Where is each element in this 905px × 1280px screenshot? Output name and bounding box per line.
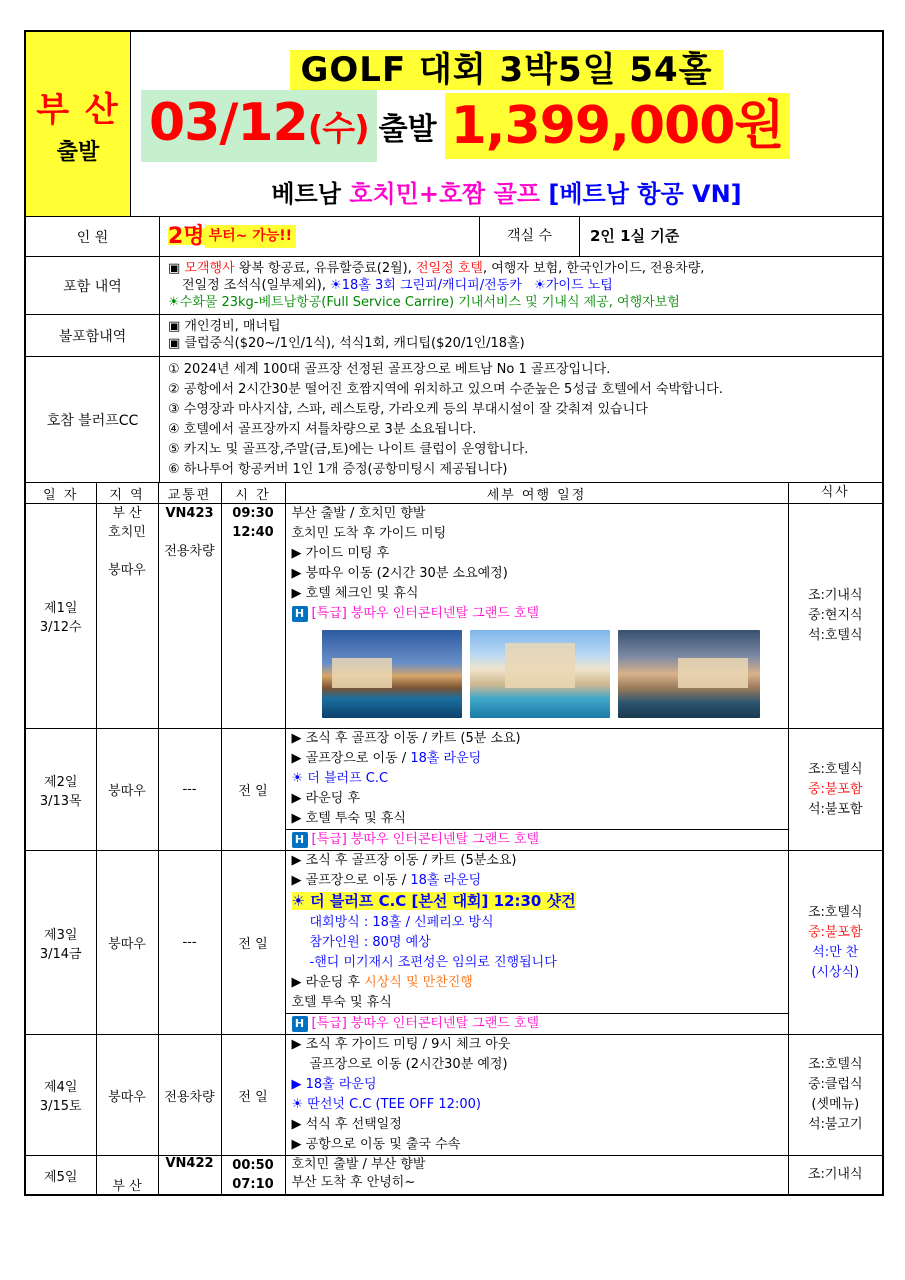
departure-city-box [26,32,131,216]
inc-no-tip: ☀가이드 노팁 [534,278,613,293]
time: 09:30 [232,506,274,521]
date-main: 03/12 [149,93,308,153]
day-date: 3/15토 [39,1099,82,1114]
club-notes-row [26,357,882,483]
tournament-line [292,891,782,913]
rooms-label: 객실 수 [480,217,580,256]
detail-line: ▶ 조식 후 골프장 이동 / 카트 (5분소요) [291,853,517,868]
day5-detail [285,1156,788,1195]
header-main [131,32,882,216]
col-time: 시 간 [221,483,285,504]
meal: (시상식) [811,964,860,980]
hotel-name: [특급] 붕따우 인터콘티넨탈 그랜드 호텔 [311,1016,540,1031]
day3-detail [285,851,788,1035]
meal: 중:현지식 [807,608,863,623]
schedule-header [26,483,882,504]
depart-word: 출발 [378,112,437,147]
meal: 중:클럽식 [807,1077,863,1092]
col-transport: 교통편 [158,483,221,504]
time: 07:10 [232,1177,274,1192]
day-date: 3/13목 [39,793,82,809]
detail-text: ▶ 골프장으로 이동 / [291,751,411,766]
route-prefix: 베트남 [271,180,350,208]
hotel-icon: H [292,1016,308,1032]
day1-detail [285,504,788,729]
club-note: ① 2024년 세계 100대 골프장 선정된 골프장으로 베트남 No 1 골프장입니다. [168,362,611,377]
award-text: 시상식 및 만찬진행 [364,975,473,990]
meal: (셋메뉴) [811,1097,860,1112]
day2-time: 전 일 [221,729,285,851]
tournament-format: 대회방식 : 18홀 / 신페리오 방식 [309,915,494,930]
detail-line: ▶ 호텔 투숙 및 휴식 [291,811,406,826]
day1-region [96,504,158,729]
inc-hotel: 전일정 호텔 [416,261,483,276]
inc-meals: 전일정 조석식(일부제외), [182,278,331,293]
day2-region: 붕따우 [96,729,158,851]
day4-region: 붕따우 [96,1035,158,1156]
hotel-line [286,1013,788,1034]
airline: [베트남 항공 VN] [548,180,742,208]
day3-time: 전 일 [221,851,285,1035]
detail-text: ▶ 골프장으로 이동 / [291,873,411,888]
day4-detail [285,1035,788,1156]
inc-etc: , 여행자 보험, 한국인가이드, 전용차량, [482,261,705,276]
col-day: 일 자 [26,483,96,504]
persons-count: 2명 [168,224,205,249]
detail-line: 호텔 투숙 및 휴식 [291,995,392,1010]
day2-cell [26,729,96,851]
col-detail: 세부 여행 일정 [285,483,788,504]
club-label: 호참 블러프CC [26,357,160,482]
club-note: ② 공항에서 2시간30분 떨어진 호짬지역에 위치하고 있으며 수준높은 5성급 호텔에서 숙박합니다. [168,382,723,397]
persons-label: 인 원 [26,217,160,256]
table-row [26,1035,882,1156]
day5-cell: 제5일 [26,1156,96,1195]
time: 12:40 [232,525,274,540]
transport: 전용차량 [164,544,215,559]
col-meal: 식사 [788,483,882,504]
day2-transport: --- [158,729,221,851]
region: 호치민 [108,525,146,540]
day4-transport: 전용차량 [158,1035,221,1156]
includes-text [160,257,882,314]
exclude-item: ▣ 클럽중식($20~/1인/1식), 석식1회, 캐디팁($20/1인/18홀) [168,336,525,351]
table-row [26,851,882,1035]
table-row [26,1156,882,1195]
tournament-note: -핸디 미기재시 조편성은 임의로 진행됩니다 [309,955,557,970]
detail-line: 골프장으로 이동 (2시간30분 예정) [309,1057,508,1072]
meal: 석:호텔식 [807,628,863,643]
club-note: ③ 수영장과 마사지샵, 스파, 레스토랑, 가라오케 등의 부대시설이 잘 갖춰져 있습니다 [168,402,648,417]
detail-line: 호치민 출발 / 부산 향발 [291,1157,426,1172]
day3-meals [788,851,882,1035]
day5-region: 부 산 [96,1156,158,1195]
round-text: 18홀 라운딩 [410,751,482,766]
tournament-course: ☀ 더 블러프 C.C [본선 대회] 12:30 샷건 [291,892,576,910]
detail-line: 호치민 도착 후 가이드 미팅 [291,526,447,541]
hotel-photo-exterior [618,630,760,718]
rooms-value: 2인 1실 기준 [590,227,680,245]
meal: 중:불포함 [807,924,863,940]
meal: 석:만 찬 [812,944,859,960]
day1-time [221,504,285,729]
detail-line: ▶ 호텔 체크인 및 휴식 [291,586,419,601]
hotel-icon: H [292,832,308,848]
course-name: ☀ 딴선넛 C.C (TEE OFF 12:00) [291,1097,481,1112]
meal: 중:불포함 [807,781,863,797]
table-row [26,504,882,729]
detail-line: ▶ 석식 후 선택일정 [291,1117,402,1132]
meal: 조:호텔식 [807,761,863,777]
detail-line: 부산 출발 / 호치민 향발 [291,506,426,521]
detail-line: ▶ 라운딩 후 [291,791,360,806]
detail-line [292,749,782,769]
course-name: ☀ 더 블러프 C.C [291,771,389,786]
day5-meals: 조:기내식 [788,1156,882,1195]
day4-cell [26,1035,96,1156]
club-note: ⑥ 하나투어 항공커버 1인 1개 증정(공항미팅시 제공됩니다) [168,462,508,477]
persons-note: 부터~ 가능!! [205,225,296,248]
hotel-photo-building [470,630,610,718]
day-label: 제2일 [44,774,78,790]
inc-mark: ▣ [168,261,185,276]
excludes-row [26,315,882,357]
transport [159,523,221,542]
day-label: 제4일 [44,1080,78,1095]
hotel-name: [특급] 붕따우 인터콘티넨탈 그랜드 호텔 [311,832,540,847]
detail-line: ▶ 조식 후 골프장 이동 / 카트 (5분 소요) [291,731,521,746]
hotel-photos [322,630,782,718]
day-label: 제1일 [44,601,78,616]
region: 붕따우 [108,563,146,578]
day2-meals [788,729,882,851]
meal: 조:기내식 [807,588,863,603]
exclude-item: ▣ 개인경비, 매너팁 [168,319,281,334]
hotel-name: [특급] 붕따우 인터콘티넨탈 그랜드 호텔 [311,606,540,621]
hotel-line [292,604,782,624]
tour-price: 1,399,000원 [445,93,790,159]
day1-transport [158,504,221,729]
detail-line [292,871,782,891]
region [97,542,158,561]
meal: 석:불고기 [807,1117,863,1132]
departure-date [141,90,377,162]
region: 부 산 [112,506,142,521]
meal: 석:불포함 [807,801,863,817]
day-date: 3/14금 [39,946,82,962]
schedule-table [26,483,882,1194]
date-day: (수) [307,109,369,149]
header [26,32,882,217]
day-label: 제3일 [44,927,78,943]
day5-time [221,1156,285,1195]
detail-line: ▶ 가이드 미팅 후 [291,546,390,561]
detail-line: 부산 도착 후 안녕히~ [291,1175,416,1190]
day4-time: 전 일 [221,1035,285,1156]
route-line [131,174,882,209]
time: 00:50 [232,1158,274,1173]
day-date: 3/12수 [39,620,82,635]
day2-detail [285,729,788,851]
persons-row [26,217,882,257]
day4-meals [788,1035,882,1156]
day3-region: 붕따우 [96,851,158,1035]
meal: 조:호텔식 [807,904,863,920]
day3-transport: --- [158,851,221,1035]
tournament-participants: 참가인원 : 80명 예상 [309,935,431,950]
hotel-photo-pool [322,630,462,718]
table-row [26,729,882,851]
tour-title: GOLF 대회 3박5일 54홀 [290,50,722,90]
includes-label: 포함 내역 [26,257,160,314]
day1-cell [26,504,96,729]
detail-text: ▶ 라운딩 후 [291,975,365,990]
inc-air: 왕복 항공료, 유류할증료(2월), [234,261,417,276]
club-note: ⑤ 카지노 및 골프장,주말(금,토)에는 나이트 클럽이 운영합니다. [168,442,529,457]
detail-line: ▶ 18홀 라운딩 [291,1077,377,1092]
detail-line [292,973,782,993]
inc-baggage: ☀수화물 23kg-베트남항공(Full Service Carrire) 기내서비스 및 기내식 제공, 여행자보험 [168,295,680,310]
includes-row [26,257,882,315]
hotel-icon: H [292,606,308,622]
detail-line: ▶ 공항으로 이동 및 출국 수속 [291,1137,461,1152]
round-text: 18홀 라운딩 [410,873,482,888]
departure-label: 출발 [56,140,100,165]
detail-line: ▶ 붕따우 이동 (2시간 30분 소요예정) [291,566,508,581]
route: 호치민+호짬 골프 [349,180,541,208]
club-note: ④ 호텔에서 골프장까지 셔틀차량으로 3분 소요됩니다. [168,422,477,437]
day3-cell [26,851,96,1035]
col-region: 지 역 [96,483,158,504]
departure-city: 부 산 [36,90,120,130]
meal: 조:호텔식 [807,1057,863,1072]
excludes-label: 불포함내역 [26,315,160,356]
day1-meals [788,504,882,729]
hotel-line [286,829,788,850]
detail-line: ▶ 조식 후 가이드 미팅 / 9시 체크 아웃 [291,1037,511,1052]
flight: VN423 [165,506,214,521]
itinerary-sheet [24,30,884,1196]
inc-green-fee: ☀18홀 3회 그린피/캐디피/전동카 [330,278,522,293]
day5-flight: VN422 [158,1156,221,1195]
inc-event: 모객행사 [184,261,235,276]
